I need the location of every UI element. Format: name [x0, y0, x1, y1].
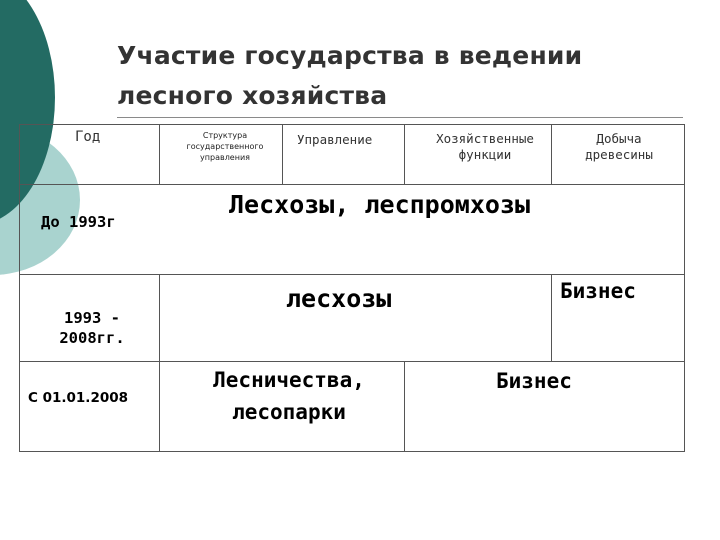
slide-title-line-1: Участие государства в ведении: [117, 41, 583, 70]
row-2-period: [37, 308, 147, 348]
row-2-period-line-1: 1993 -: [64, 309, 120, 327]
slide-title: [117, 36, 677, 116]
col-divider: [159, 124, 160, 184]
row-divider: [19, 361, 685, 362]
slide-title-line-2: лесного хозяйства: [117, 81, 388, 110]
row-3-value-line-1: Лесничества,: [213, 368, 365, 392]
header-economic-functions: Хозяйственные функции: [436, 131, 534, 162]
row-3-value-line-2: лесопарки: [232, 400, 346, 424]
row-2-business: Бизнес: [560, 279, 636, 303]
row-3-period: С 01.01.2008: [28, 390, 129, 406]
row-3-business: Бизнес: [496, 369, 572, 393]
row-divider: [19, 274, 685, 275]
header-management: Управление: [297, 132, 373, 147]
row-2-period-line-2: 2008гг.: [59, 329, 125, 347]
row-2-value: лесхозы: [286, 284, 392, 313]
forestry-table: [19, 124, 685, 452]
row-divider: [19, 184, 685, 185]
header-structure: Структура государственного управления: [186, 131, 264, 162]
title-underline: [117, 117, 683, 118]
row-1-value: Лесхозы, леспромхозы: [229, 190, 531, 219]
row-1-period: До 1993г: [41, 213, 116, 231]
header-year: Год: [75, 129, 101, 145]
col-divider: [404, 124, 405, 184]
col-divider: [282, 124, 283, 184]
header-timber-harvesting: Добыча древесины: [585, 131, 653, 162]
col-divider: [551, 274, 552, 361]
col-divider: [159, 274, 160, 452]
row-3-value: [169, 364, 409, 428]
